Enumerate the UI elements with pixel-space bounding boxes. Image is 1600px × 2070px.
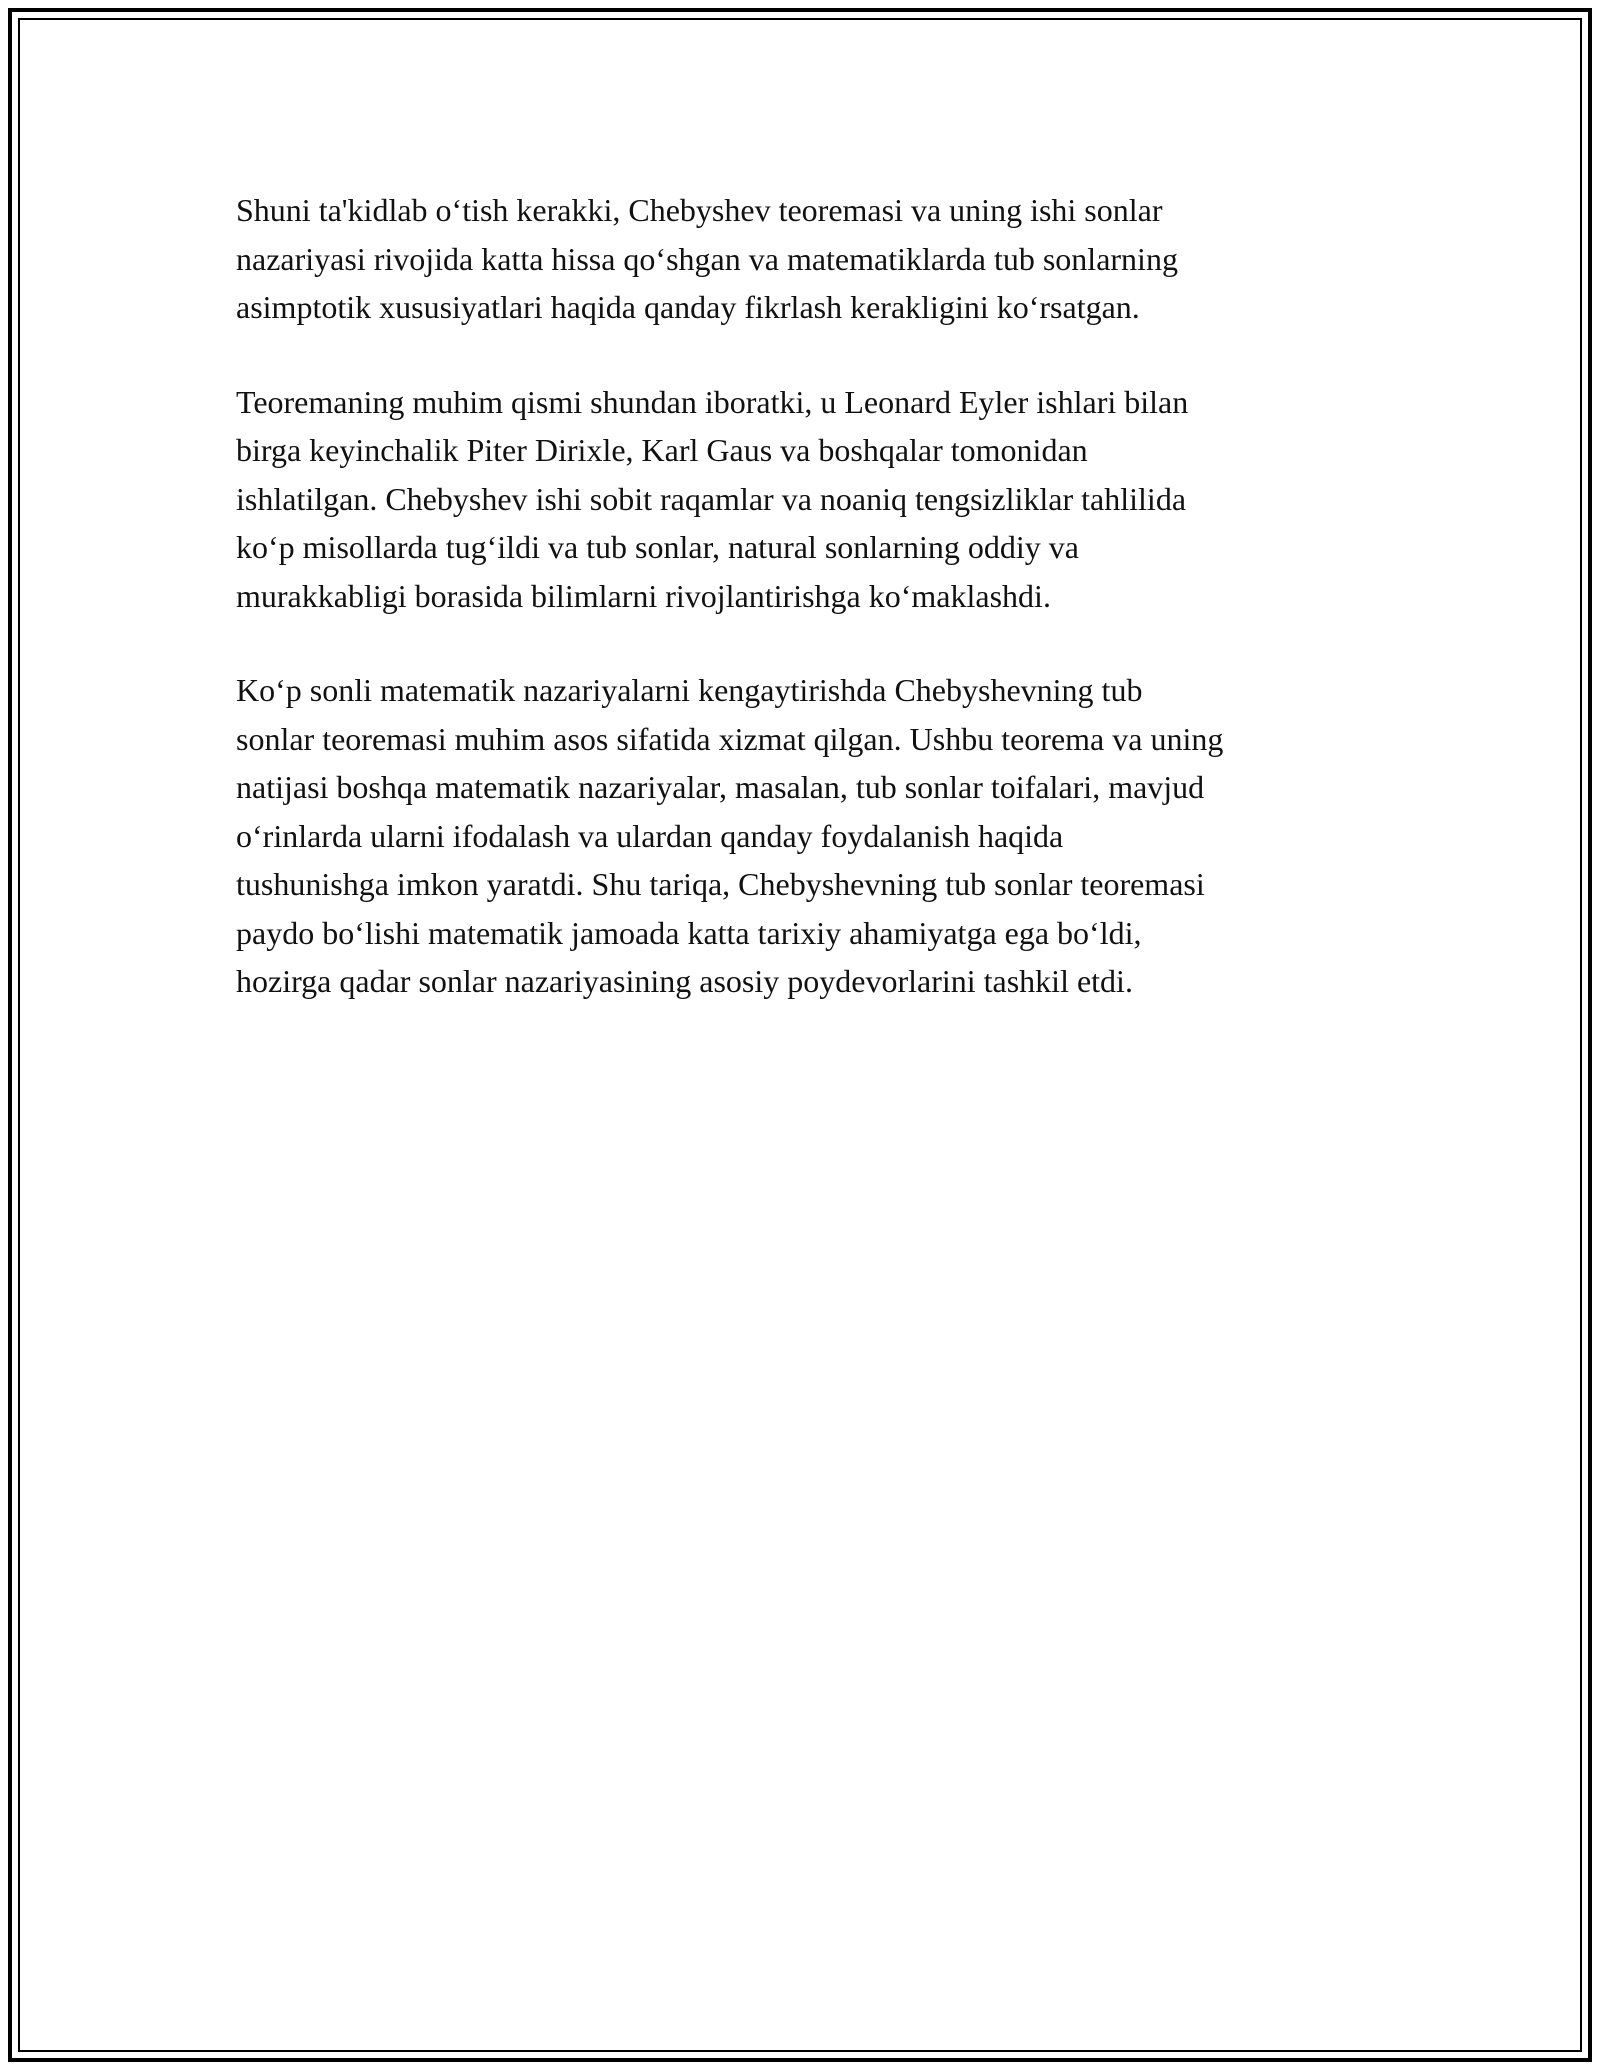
text-line: asimptotik xususiyatlari haqida qanday fikrlash kerakligini ko‘rsatgan.: [236, 289, 1140, 325]
text-line: Shuni ta'kidlab o‘tish kerakki, Chebyshev teoremasi va uning ishi sonlar: [236, 192, 1163, 228]
paragraph-2: [236, 378, 1386, 621]
text-line: sonlar teoremasi muhim asos sifatida xizmat qilgan. Ushbu teorema va uning: [236, 720, 1224, 757]
text-line: o‘rinlarda ularni ifodalash va ulardan qanday foydalanish haqida: [236, 817, 1064, 854]
text-line: ishlatilgan. Chebyshev ishi sobit raqamlar va noaniq tengsizliklar tahlilida: [236, 480, 1187, 517]
text-line: ko‘p misollarda tug‘ildi va tub sonlar, natural sonlarning oddiy va: [236, 529, 1079, 565]
text-line: Ko‘p sonli matematik nazariyalarni kengaytirishda Chebyshevning tub: [236, 672, 1143, 708]
document-body: [236, 186, 1386, 1052]
paragraph-3: [236, 666, 1386, 1006]
text-line: birga keyinchalik Piter Dirixle, Karl Gaus va boshqalar tomonidan: [236, 432, 1088, 468]
text-line: murakkabligi borasida bilimlarni rivojlantirishga ko‘maklashdi.: [236, 577, 1051, 614]
text-line: tushunishga imkon yaratdi. Shu tariqa, Chebyshevning tub sonlar teoremasi: [236, 866, 1205, 902]
text-line: Teoremaning muhim qismi shundan iboratki, u Leonard Eyler ishlari bilan: [236, 383, 1189, 420]
text-line: hozirga qadar sonlar nazariyasining asosiy poydevorlarini tashkil etdi.: [236, 963, 1133, 999]
text-line: paydo bo‘lishi matematik jamoada katta tarixiy ahamiyatga ega bo‘ldi,: [236, 914, 1142, 951]
text-line: nazariyasi rivojida katta hissa qo‘shgan va matematiklarda tub sonlarning: [236, 240, 1178, 277]
paragraph-1: [236, 186, 1386, 332]
text-line: natijasi boshqa matematik nazariyalar, masalan, tub sonlar toifalari, mavjud: [236, 769, 1205, 805]
